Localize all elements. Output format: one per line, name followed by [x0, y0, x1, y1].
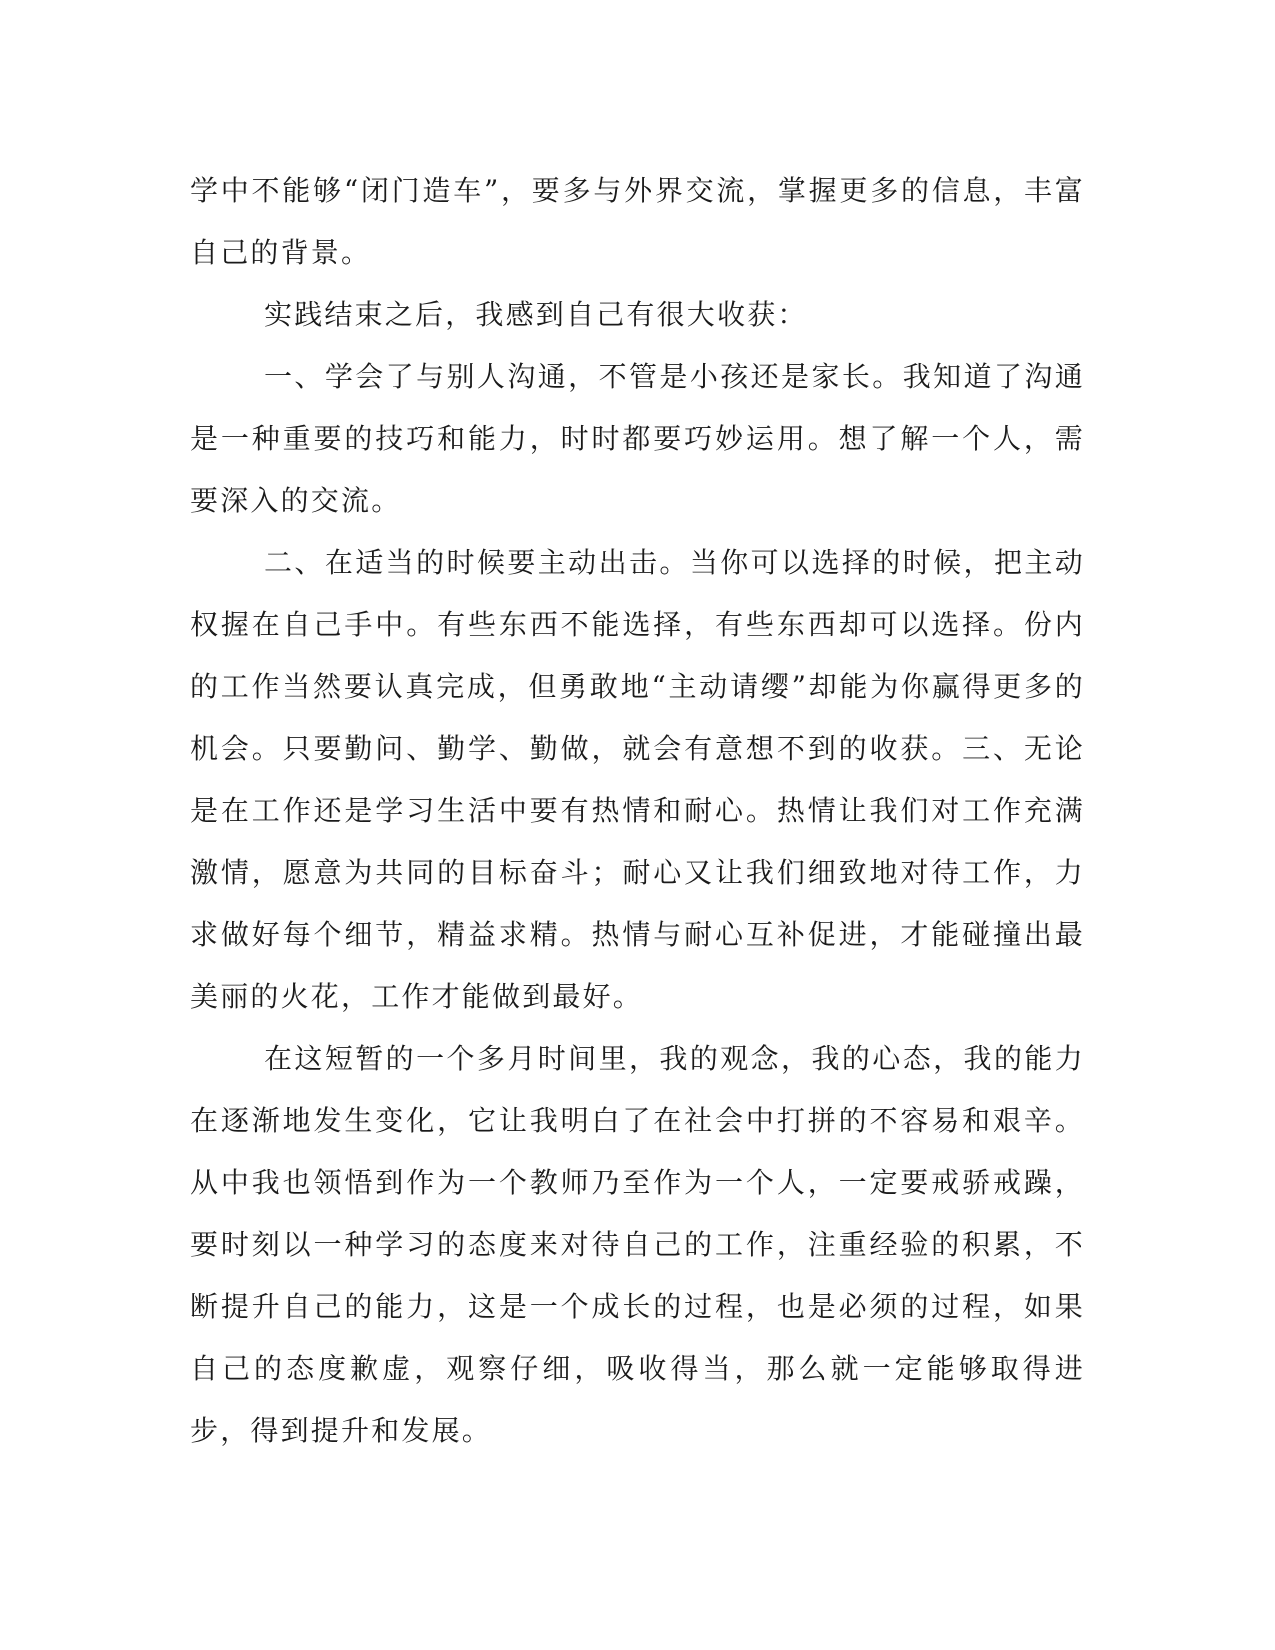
paragraph-4: 二、在适当的时候要主动出击。当你可以选择的时候，把主动权握在自己手中。有些东西不能选择，有些东西却可以选择。份内的工作当然要认真完成，但勇敢地“主动请缨”却能为你赢得更多的机会。只要勤问、勤学、勤做，就会有意想不到的收获。三、无论是在工作还是学习生活中要有热情和耐心。热情让我们对工作充满激情，愿意为共同的目标奋斗；耐心又让我们细致地对待工作，力求做好每个细节，精益求精。热情与耐心互补促进，才能碰撞出最美丽的火花，工作才能做到最好。 [190, 546, 1085, 1013]
paragraph-3: 一、学会了与别人沟通，不管是小孩还是家长。我知道了沟通是一种重要的技巧和能力，时时都要巧妙运用。想了解一个人，需要深入的交流。 [190, 360, 1085, 517]
paragraph-2: 实践结束之后，我感到自己有很大收获： [264, 298, 808, 331]
document-body [190, 160, 1085, 1462]
paragraph-1: 学中不能够“闭门造车”，要多与外界交流，掌握更多的信息，丰富自己的背景。 [190, 174, 1085, 269]
paragraph-5: 在这短暂的一个多月时间里，我的观念，我的心态，我的能力在逐渐地发生变化，它让我明白了在社会中打拼的不容易和艰辛。从中我也领悟到作为一个教师乃至作为一个人，一定要戒骄戒躁，要时刻以一种学习的态度来对待自己的工作，注重经验的积累，不断提升自己的能力，这是一个成长的过程，也是必须的过程，如果自己的态度歉虚，观察仔细，吸收得当，那么就一定能够取得进步，得到提升和发展。 [190, 1042, 1085, 1447]
